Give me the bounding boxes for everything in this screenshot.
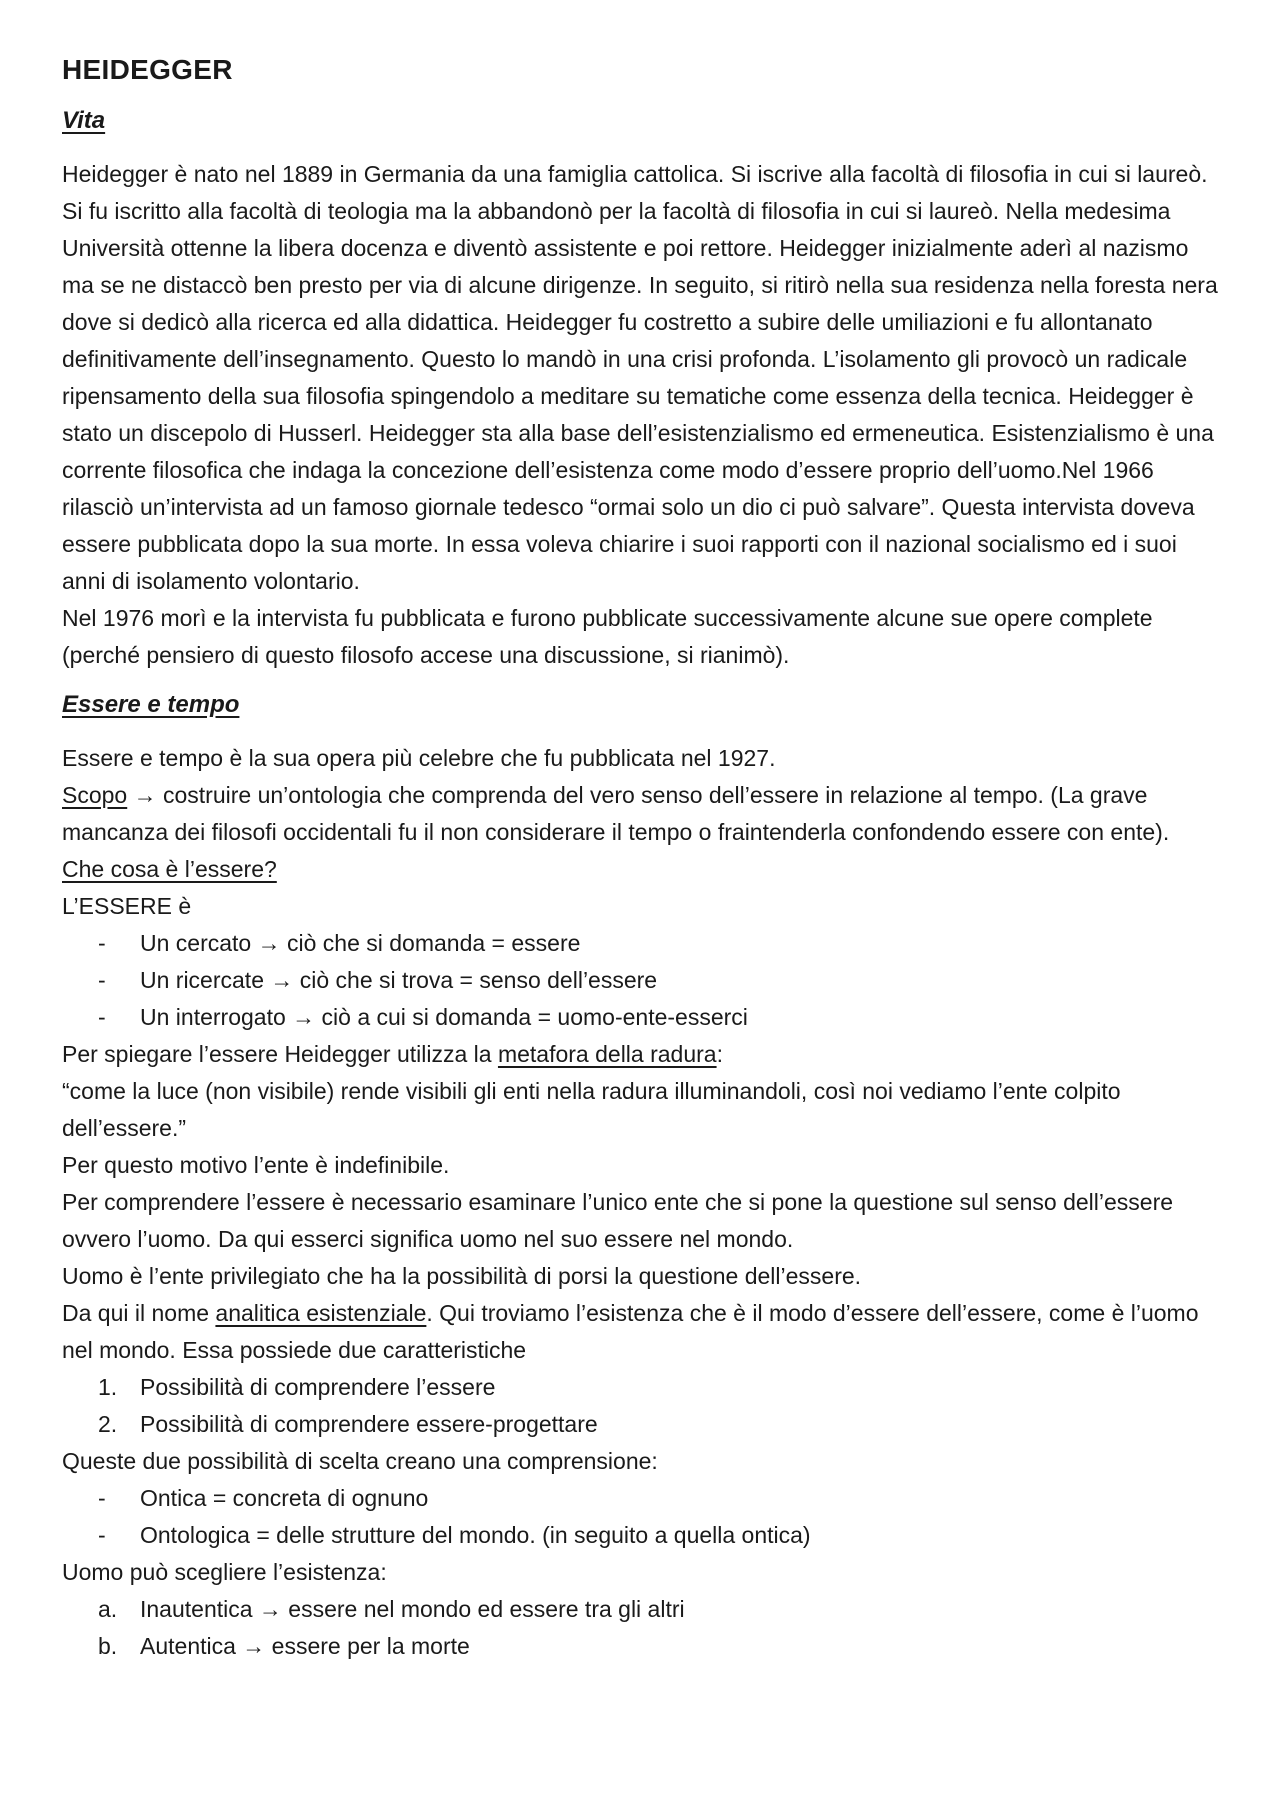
comprensione-intro: Queste due possibilità di scelta creano una comprensione: <box>62 1448 658 1474</box>
question-essere <box>62 851 1220 888</box>
list-marker: - <box>98 1004 106 1030</box>
list-item <box>62 1369 1220 1406</box>
list-marker: - <box>98 1522 106 1548</box>
list-item <box>62 1591 1220 1628</box>
list-marker: - <box>98 967 106 993</box>
analitica-post: . Qui troviamo l’esistenza che è il modo d’essere dell’essere, come è l’uomo nel mondo. Essa possiede due caratteristiche <box>62 1300 1199 1363</box>
list-item <box>62 999 1220 1036</box>
list-item-text: Possibilità di comprendere essere-progettare <box>140 1411 598 1437</box>
list-item-text: Ontica = concreta di ognuno <box>140 1485 429 1511</box>
list-item <box>62 1517 1220 1554</box>
list-marker: - <box>98 930 106 956</box>
scopo-text: → costruire un’ontologia che comprenda del vero senso dell’essere in relazione al tempo. (La grave mancanza dei filosofi occidentali fu il non considerare il tempo o fraintenderla confondendo essere con ente). <box>62 782 1170 845</box>
essere-list <box>62 925 1220 1036</box>
comprendere-paragraph: Per comprendere l’essere è necessario esaminare l’unico ente che si pone la questione sul senso dell’essere ovvero l’uomo. Da qui esserci significa uomo nel suo essere nel mondo. <box>62 1189 1174 1252</box>
list-item-text: Possibilità di comprendere l’essere <box>140 1374 496 1400</box>
analitica-paragraph <box>62 1295 1220 1369</box>
list-marker: a. <box>98 1596 118 1622</box>
essere-tempo-intro: Essere e tempo è la sua opera più celebre che fu pubblicata nel 1927. <box>62 745 776 771</box>
caratteristiche-list <box>62 1369 1220 1443</box>
esistenza-list <box>62 1591 1220 1665</box>
vita-paragraph: Heidegger è nato nel 1889 in Germania da una famiglia cattolica. Si iscrive alla facoltà di filosofia in cui si laureò. Si fu iscritto alla facoltà di teologia ma la abbandonò per la facoltà di filosofia in cui si laureò. Nella medesima Università ottenne la libera docenza e diventò assistente e poi rettore. Heidegger inizialmente aderì al nazismo ma se ne distaccò ben presto per via di alcune dirigenze. In seguito, si ritirò nella sua residenza nella foresta nera dove si dedicò alla ricerca ed alla didattica. Heidegger fu costretto a subire delle umiliazioni e fu allontanato definitivamente dell’insegnamento. Questo lo mandò in una crisi profonda. L’isolamento gli provocò un radicale ripensamento della sua filosofia spingendolo a meditare su tematiche come essenza della tecnica. Heidegger è stato un discepolo di Husserl. Heidegger sta alla base dell’esistenzialismo ed ermeneutica. Esistenzialismo è una corrente filosofica che indaga la concezione dell’esistenza come modo d’essere proprio dell’uomo.Nel 1966 rilasciò un’intervista ad un famoso giornale tedesco “ormai solo un dio ci può salvare”. Questa intervista doveva essere pubblicata dopo la sua morte. In essa voleva chiarire i suoi rapporti con il nazional socialismo ed i suoi anni di isolamento volontario. <box>62 161 1218 594</box>
list-item-text: Inautentica → essere nel mondo ed essere tra gli altri <box>140 1596 685 1622</box>
metafora-paragraph <box>62 1036 1220 1073</box>
section-heading-vita: Vita <box>62 107 106 134</box>
section-heading-essere-e-tempo: Essere e tempo <box>62 691 240 718</box>
list-marker: 2. <box>98 1411 118 1437</box>
vita-paragraph-death: Nel 1976 morì e la intervista fu pubblicata e furono pubblicate successivamente alcune sue opere complete (perché pensiero di questo filosofo accese una discussione, si rianimò). <box>62 605 1153 668</box>
metafora-pre: Per spiegare l’essere Heidegger utilizza la <box>62 1041 498 1067</box>
list-marker: b. <box>98 1633 118 1659</box>
list-marker: 1. <box>98 1374 118 1400</box>
essere-label: L’ESSERE è <box>62 893 192 919</box>
metafora-post: : <box>716 1041 723 1067</box>
esistenza-intro: Uomo può scegliere l’esistenza: <box>62 1559 387 1585</box>
analitica-pre: Da qui il nome <box>62 1300 216 1326</box>
indefinibile-paragraph: Per questo motivo l’ente è indefinibile. <box>62 1152 450 1178</box>
list-item-text: Un ricercate → ciò che si trova = senso dell’essere <box>140 967 658 993</box>
list-item-text: Ontologica = delle strutture del mondo. (in seguito a quella ontica) <box>140 1522 811 1548</box>
list-item-text: Un interrogato → ciò a cui si domanda = uomo-ente-esserci <box>140 1004 748 1030</box>
question-text: Che cosa è l’essere? <box>62 856 277 882</box>
analitica-term: analitica esistenziale <box>215 1300 427 1326</box>
list-item-text: Autentica → essere per la morte <box>140 1633 470 1659</box>
list-item <box>62 1480 1220 1517</box>
list-item <box>62 1406 1220 1443</box>
comprensione-list <box>62 1480 1220 1554</box>
list-item <box>62 1628 1220 1665</box>
list-item-text: Un cercato → ciò che si domanda = essere <box>140 930 581 956</box>
scopo-label: Scopo <box>62 782 128 808</box>
scopo-paragraph <box>62 777 1220 851</box>
list-marker: - <box>98 1485 106 1511</box>
privilegiato-paragraph: Uomo è l’ente privilegiato che ha la possibilità di porsi la questione dell’essere. <box>62 1263 862 1289</box>
metafora-term: metafora della radura <box>497 1041 717 1067</box>
list-item <box>62 962 1220 999</box>
list-item <box>62 925 1220 962</box>
document-title: HEIDEGGER <box>62 54 233 85</box>
metafora-quote: “come la luce (non visibile) rende visibili gli enti nella radura illuminandoli, così noi vediamo l’ente colpito dell’essere.” <box>62 1078 1121 1141</box>
